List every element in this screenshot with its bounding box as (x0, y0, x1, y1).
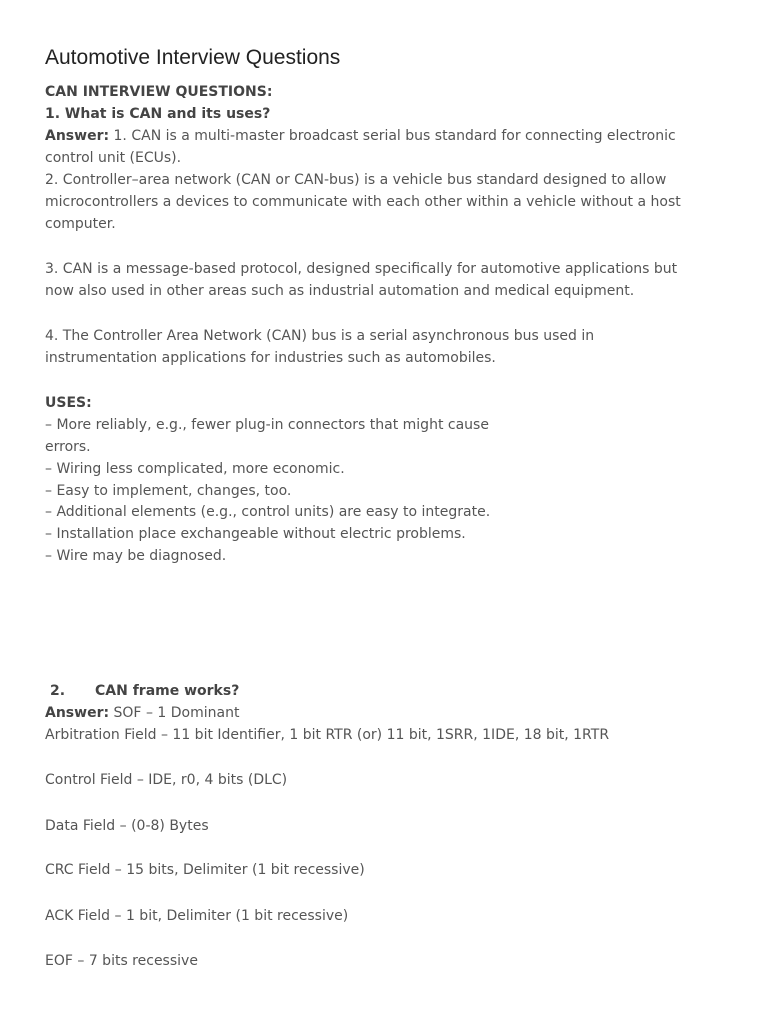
document-title: Automotive Interview Questions (45, 46, 341, 69)
paragraph-4-line-2: instrumentation applications for industries such as automobiles. (45, 350, 496, 366)
answer-1-text: 1. CAN is a multi-master broadcast serial bus standard for connecting electronic (109, 128, 676, 144)
answer-1-label: Answer: (45, 128, 110, 144)
answer-2-line (45, 704, 239, 722)
question-2-text: CAN frame works? (95, 683, 240, 699)
question-2 (45, 682, 239, 700)
uses-heading: USES: (45, 395, 92, 411)
paragraph-2-line-1: 2. Controller–area network (CAN or CAN-bus) is a vehicle bus standard designed to allow (45, 172, 667, 188)
uses-item: errors. (45, 439, 91, 455)
uses-item: – Additional elements (e.g., control units) are easy to integrate. (45, 504, 491, 520)
uses-item: – Easy to implement, changes, too. (45, 483, 292, 499)
frame-field: Data Field – (0-8) Bytes (45, 818, 209, 834)
uses-item: – Installation place exchangeable without electric problems. (45, 526, 466, 542)
frame-field: Arbitration Field – 11 bit Identifier, 1 bit RTR (or) 11 bit, 1SRR, 1IDE, 18 bit, 1RTR (45, 727, 610, 743)
answer-1-line (45, 127, 676, 145)
frame-field: EOF – 7 bits recessive (45, 953, 198, 969)
paragraph-3-line-1: 3. CAN is a message-based protocol, designed specifically for automotive applications but (45, 261, 678, 277)
uses-item: – Wire may be diagnosed. (45, 548, 227, 564)
uses-item: – More reliably, e.g., fewer plug-in connectors that might cause (45, 417, 489, 433)
paragraph-2-line-2: microcontrollers a devices to communicate with each other within a vehicle without a host (45, 194, 681, 210)
frame-field: CRC Field – 15 bits, Delimiter (1 bit recessive) (45, 862, 365, 878)
paragraph-2-line-3: computer. (45, 216, 116, 232)
answer-1-text-2: control unit (ECUs). (45, 150, 182, 166)
paragraph-3-line-2: now also used in other areas such as industrial automation and medical equipment. (45, 283, 635, 299)
uses-item: – Wiring less complicated, more economic. (45, 461, 345, 477)
paragraph-4-line-1: 4. The Controller Area Network (CAN) bus is a serial asynchronous bus used in (45, 328, 595, 344)
answer-2-text: SOF – 1 Dominant (109, 705, 240, 721)
section-heading: CAN INTERVIEW QUESTIONS: (45, 84, 273, 100)
answer-2-label: Answer: (45, 705, 110, 721)
question-1: 1. What is CAN and its uses? (45, 106, 271, 122)
frame-field: ACK Field – 1 bit, Delimiter (1 bit recessive) (45, 908, 349, 924)
question-2-number: 2. (50, 683, 66, 699)
frame-field: Control Field – IDE, r0, 4 bits (DLC) (45, 772, 288, 788)
